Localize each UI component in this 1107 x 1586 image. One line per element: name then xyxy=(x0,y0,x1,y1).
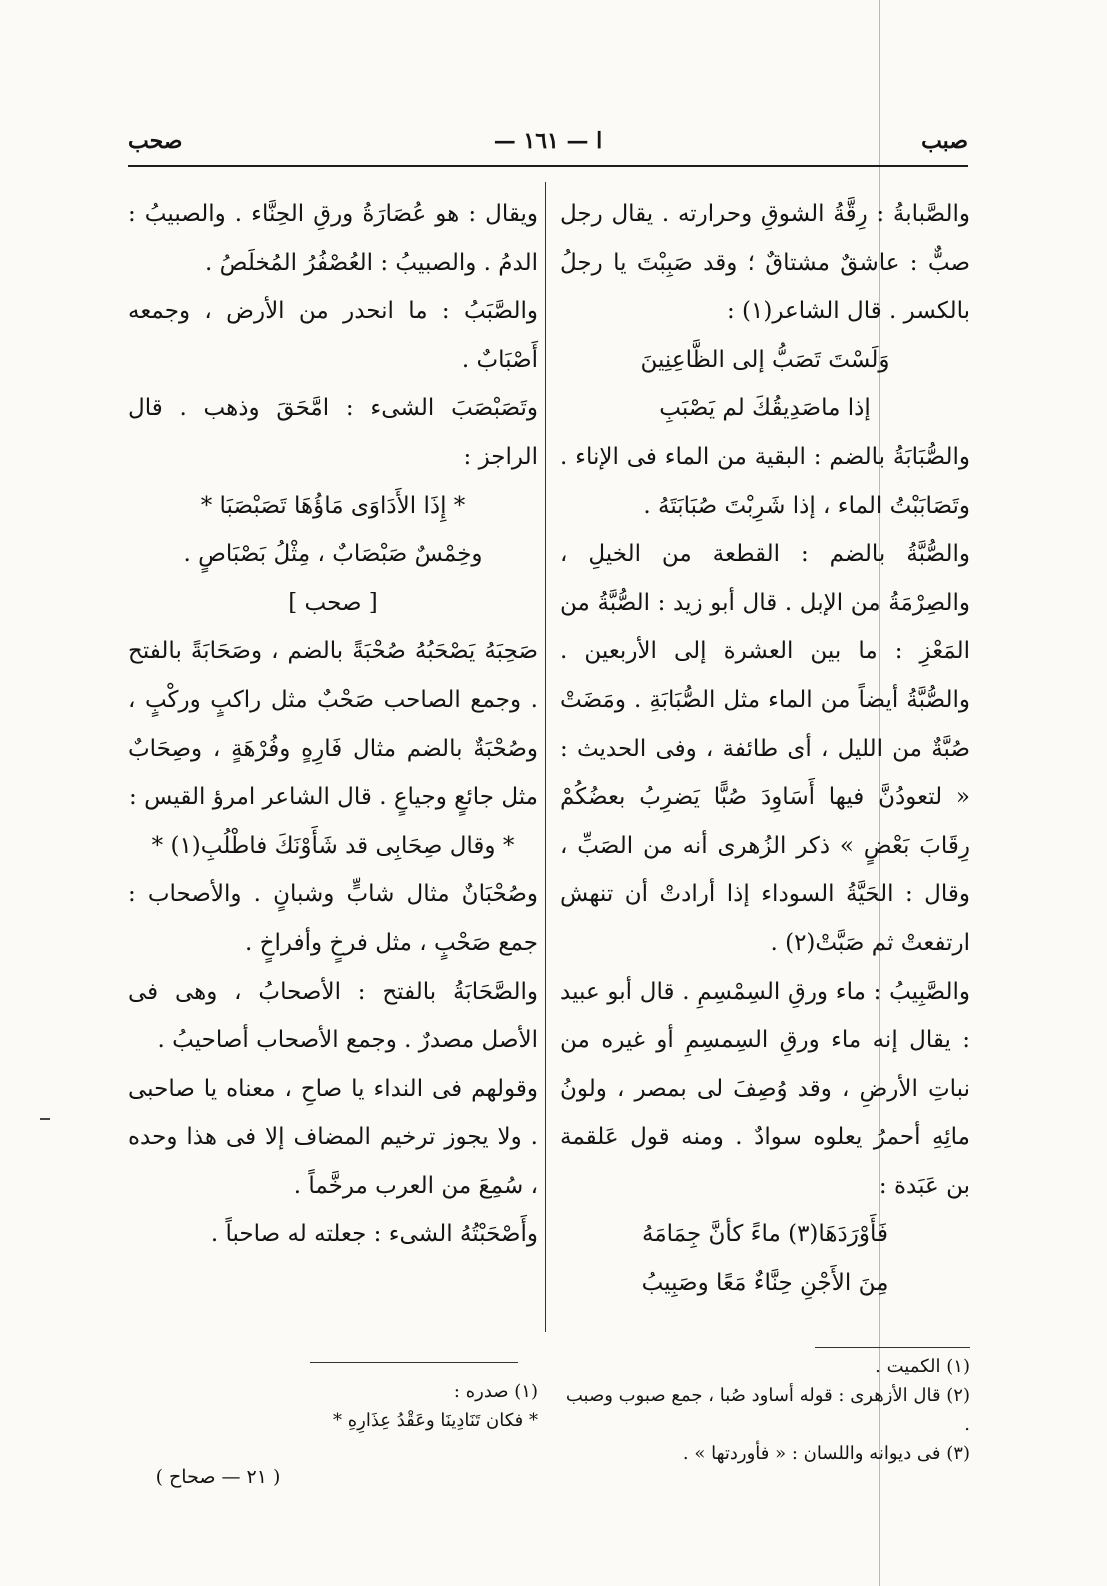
verse-line: فَأَوْرَدَهَا(٣) ماءً كأنَّ جِمَامَهُ xyxy=(641,1221,888,1248)
header-right-word: صبب xyxy=(921,128,968,154)
entry-paragraph: والصَّحَابَةُ بالفتح : الأصحابُ ، وهى فى الأصل مصدرٌ . وجمع الأصحاب أصاحيبُ . xyxy=(128,978,538,1054)
entry-paragraph: وقولهم فى النداء يا صاحِ ، معناه يا صاحبى . ولا يجوز ترخيم المضاف إلا فى هذا وحده ، سُمِعَ من العرب مرخَّماً . xyxy=(128,1075,538,1199)
entry-paragraph: والصُّبَابَةُ بالضم : البقية من الماء فى الإناء . وتَصَابَبْتُ الماء ، إذا شَرِبْتَ صُبَابَتَهُ . xyxy=(560,443,970,519)
left-footnotes xyxy=(128,1377,538,1435)
entry-paragraph: وتَصَبْصَبَ الشىء : امَّحَقَ وذهب . قال الراجز : xyxy=(128,395,538,470)
verse-line: وَلَسْتَ تَصَبُّ إلى الظَّاعِنِينَ xyxy=(640,346,890,373)
footnote: (١) صدره : xyxy=(453,1381,538,1402)
page-number: ا — ١٦١ — xyxy=(493,128,603,154)
footnote: (٢) قال الأزهرى : قوله أساود صُبا ، جمع صبوب وصبب . xyxy=(565,1385,970,1435)
footnote-verse: * فكان تَنَادِينَا وعَقْدُ عِذَارِهِ * xyxy=(332,1410,538,1431)
verse-line: * إِذَا الأَدَاوَى مَاؤُهَا تَصَبْصَبَا * xyxy=(200,492,466,519)
header-rule xyxy=(128,165,968,167)
footnote: (٣) فى ديوانه واللسان : « فأوردتها » . xyxy=(682,1443,970,1464)
right-footnotes xyxy=(560,1352,970,1468)
column-divider xyxy=(545,182,546,1332)
entry-paragraph: والصَّبابةُ : رِقَّةُ الشوقِ وحرارته . يقال رجل صبٌّ : عاشقٌ مشتاقٌ ؛ وقد صَبِبْتَ يا رجلُ بالكسر . قال الشاعر(١) : xyxy=(560,201,970,325)
footnote: (١) الكميت . xyxy=(875,1356,970,1377)
entry-heading: [ صحب ] xyxy=(288,589,378,616)
printer-signature: ( ٢١ — صحاح ) xyxy=(155,1466,281,1488)
entry-paragraph: وأَصْحَبْتُهُ الشىء : جعلته له صاحباً . xyxy=(210,1221,538,1248)
entry-paragraph: والصُّبَّةُ بالضم : القطعة من الخيلِ ، والصِرْمَةُ من الإبل . قال أبو زيد : الصُّبَّةُ من المَعْزِ : ما بين العشرة إلى الأربعين . والصُّبَّةُ أيضاً من الماء مثل الصُّبَابَةِ . ومَضَتْ صُبَّةٌ من الليل ، أى طائفة ، وفى الحديث : « لتعودُنَّ فيها أَسَاوِدَ صُبًّا يَضرِبُ بعضُكُمْ رِقَابَ بَعْضٍ » ذكر الزُهرى أنه من الصَبِّ ، وقال : الحَيَّةُ السوداء إذا أرادتْ أن تنهش ارتفعتْ ثم صَبَّتْ(٢) . xyxy=(560,541,970,956)
left-column xyxy=(128,190,538,1259)
page-header xyxy=(128,128,968,168)
entry-paragraph: صَحِبَهُ يَصْحَبُهُ صُحْبَةً بالضم ، وصَحَابَةً بالفتح . وجمع الصاحب صَحْبٌ مثل راكبٍ وركْبٍ ، وصُحْبَةٌ بالضم مثال فَارِهٍ وفُرْهَةٍ ، وصِحَابٌ مثل جائعٍ وجياعٍ . قال الشاعر امرؤ القيس : xyxy=(128,638,538,811)
verse-line: إذا ماصَدِيقُكَ لم يَصْبَبِ xyxy=(659,395,871,422)
verse-line: * وقال صِحَابِى قد شَأَوْنَكَ فاطْلُبِ(١) * xyxy=(151,832,515,859)
header-left-word: صحب xyxy=(128,128,183,154)
footnote-rule-right xyxy=(815,1347,970,1348)
footnote-rule-left xyxy=(310,1362,518,1363)
margin-mark xyxy=(40,1118,50,1120)
entry-paragraph: والصَّبِيبُ : ماء ورقِ السِمْسِمِ . قال أبو عبيد : يقال إنه ماء ورقِ السِمسِمِ أو غيره من نباتِ الأرضِ ، وقد وُصِفَ لى بمصر ، ولونُ مائِهِ أحمرُ يعلوه سوادٌ . ومنه قول عَلقمة بن عَبَدة : xyxy=(560,978,970,1199)
right-column xyxy=(560,190,970,1308)
entry-paragraph: والصَّبَبُ : ما انحدر من الأرض ، وجمعه أَصْبَابٌ . xyxy=(128,298,538,373)
verse-line: وخِمْسٌ صَبْصَابٌ ، مِثْلُ بَصْبَاصٍ . xyxy=(183,541,483,568)
entry-paragraph: ويقال : هو عُصَارَةُ ورقِ الحِنَّاء . والصبيبُ : الدمُ . والصبيبُ : العُصْفُرُ المُخلَصُ . xyxy=(128,201,538,276)
entry-paragraph: وصُحْبَانٌ مثال شابٍّ وشبانٍ . والأصحاب : جمع صَحْبٍ ، مثل فرخٍ وأفراخٍ . xyxy=(128,881,538,956)
verse-line: مِنَ الأَجْنِ حِنَّاءٌ مَعًا وصَبِيبُ xyxy=(641,1270,889,1297)
